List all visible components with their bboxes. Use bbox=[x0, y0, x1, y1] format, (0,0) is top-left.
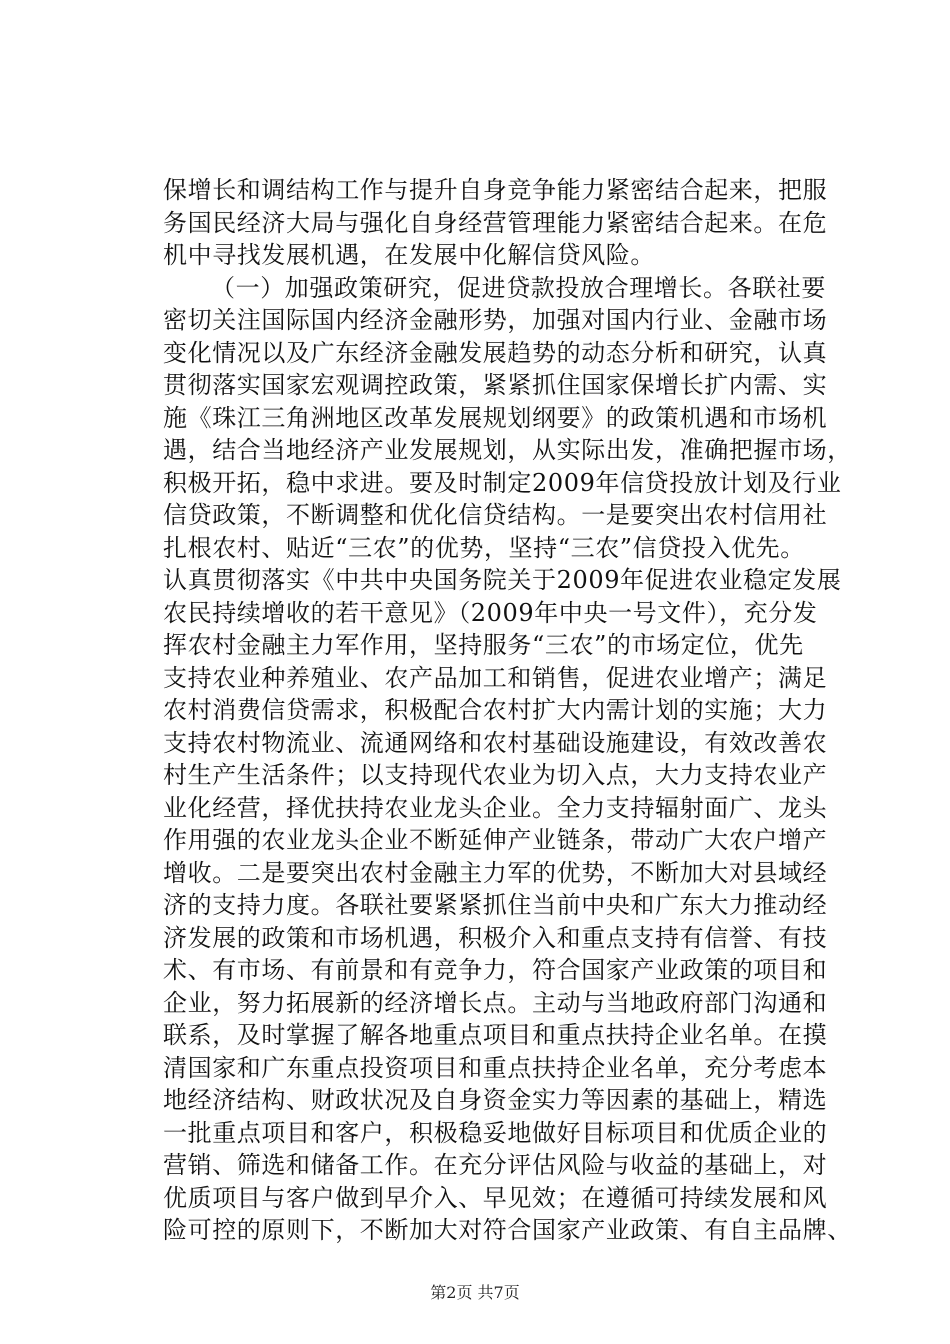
text-line: 增收。二是要突出农村金融主力军的优势，不断加大对县域经 bbox=[163, 858, 828, 887]
text-line: 济的支持力度。各联社要紧紧抓住当前中央和广东大力推动经 bbox=[163, 891, 828, 919]
text-line: 认真贯彻落实《中共中央国务院关于2009年促进农业稳定发展 bbox=[163, 566, 842, 594]
text-line: 信贷政策，不断调整和优化信贷结构。一是要突出农村信用社 bbox=[163, 501, 828, 529]
text-line: 农民持续增收的若干意见》（2009年中央一号文件），充分发 bbox=[163, 598, 818, 627]
text-line: 农村消费信贷需求，积极配合农村扩大内需计划的实施；大力 bbox=[163, 696, 828, 724]
text-line: （一）加强政策研究，促进贷款投放合理增长。各联社要 bbox=[211, 273, 826, 302]
text-line: 作用强的农业龙头企业不断延伸产业链条，带动广大农户增产 bbox=[163, 826, 828, 854]
text-line: 务国民经济大局与强化自身经营管理能力紧密结合起来。在危 bbox=[163, 208, 828, 237]
text-line: 村生产生活条件；以支持现代农业为切入点，大力支持农业产 bbox=[163, 761, 828, 789]
text-line: 营销、筛选和储备工作。在充分评估风险与收益的基础上，对 bbox=[163, 1151, 828, 1179]
text-line: 支持农村物流业、流通网络和农村基础设施建设，有效改善农 bbox=[163, 728, 828, 757]
text-line: 遇，结合当地经济产业发展规划，从实际出发，准确把握市场， bbox=[163, 436, 852, 464]
text-line: 联系，及时掌握了解各地重点项目和重点扶持企业名单。在摸 bbox=[163, 1021, 828, 1049]
text-line: 清国家和广东重点投资项目和重点扶持企业名单，充分考虑本 bbox=[163, 1053, 828, 1082]
text-line: 济发展的政策和市场机遇，积极介入和重点支持有信誉、有技 bbox=[163, 923, 828, 952]
text-line: 术、有市场、有前景和有竞争力，符合国家产业政策的项目和 bbox=[163, 956, 828, 984]
text-line: 企业，努力拓展新的经济增长点。主动与当地政府部门沟通和 bbox=[163, 988, 828, 1017]
text-line: 密切关注国际国内经济金融形势，加强对国内行业、金融市场 bbox=[163, 306, 828, 334]
text-line: 险可控的原则下，不断加大对符合国家产业政策、有自主品牌、 bbox=[163, 1216, 852, 1244]
body-text bbox=[163, 174, 863, 1247]
text-line: 优质项目与客户做到早介入、早见效；在遵循可持续发展和风 bbox=[163, 1183, 828, 1212]
text-line: 业化经营，择优扶持农业龙头企业。全力支持辐射面广、龙头 bbox=[163, 793, 828, 822]
text-line: 保增长和调结构工作与提升自身竞争能力紧密结合起来，把服 bbox=[163, 176, 828, 204]
text-line: 挥农村金融主力军作用，坚持服务“三农”的市场定位，优先 bbox=[163, 631, 804, 659]
text-line: 贯彻落实国家宏观调控政策，紧紧抓住国家保增长扩内需、实 bbox=[163, 371, 828, 399]
text-line: 支持农业种养殖业、农产品加工和销售，促进农业增产；满足 bbox=[163, 663, 828, 692]
page-footer: 第2页 共7页 bbox=[430, 1283, 520, 1302]
text-line: 机中寻找发展机遇，在发展中化解信贷风险。 bbox=[163, 241, 655, 269]
text-line: 变化情况以及广东经济金融发展趋势的动态分析和研究，认真 bbox=[163, 338, 828, 367]
text-line: 地经济结构、财政状况及自身资金实力等因素的基础上，精选 bbox=[163, 1086, 828, 1114]
text-line: 积极开拓，稳中求进。要及时制定2009年信贷投放计划及行业 bbox=[163, 468, 842, 497]
text-line: 施《珠江三角洲地区改革发展规划纲要》的政策机遇和市场机 bbox=[163, 403, 828, 432]
text-line: 一批重点项目和客户，积极稳妥地做好目标项目和优质企业的 bbox=[163, 1118, 828, 1147]
text-line: 扎根农村、贴近“三农”的优势，坚持“三农”信贷投入优先。 bbox=[163, 533, 805, 562]
